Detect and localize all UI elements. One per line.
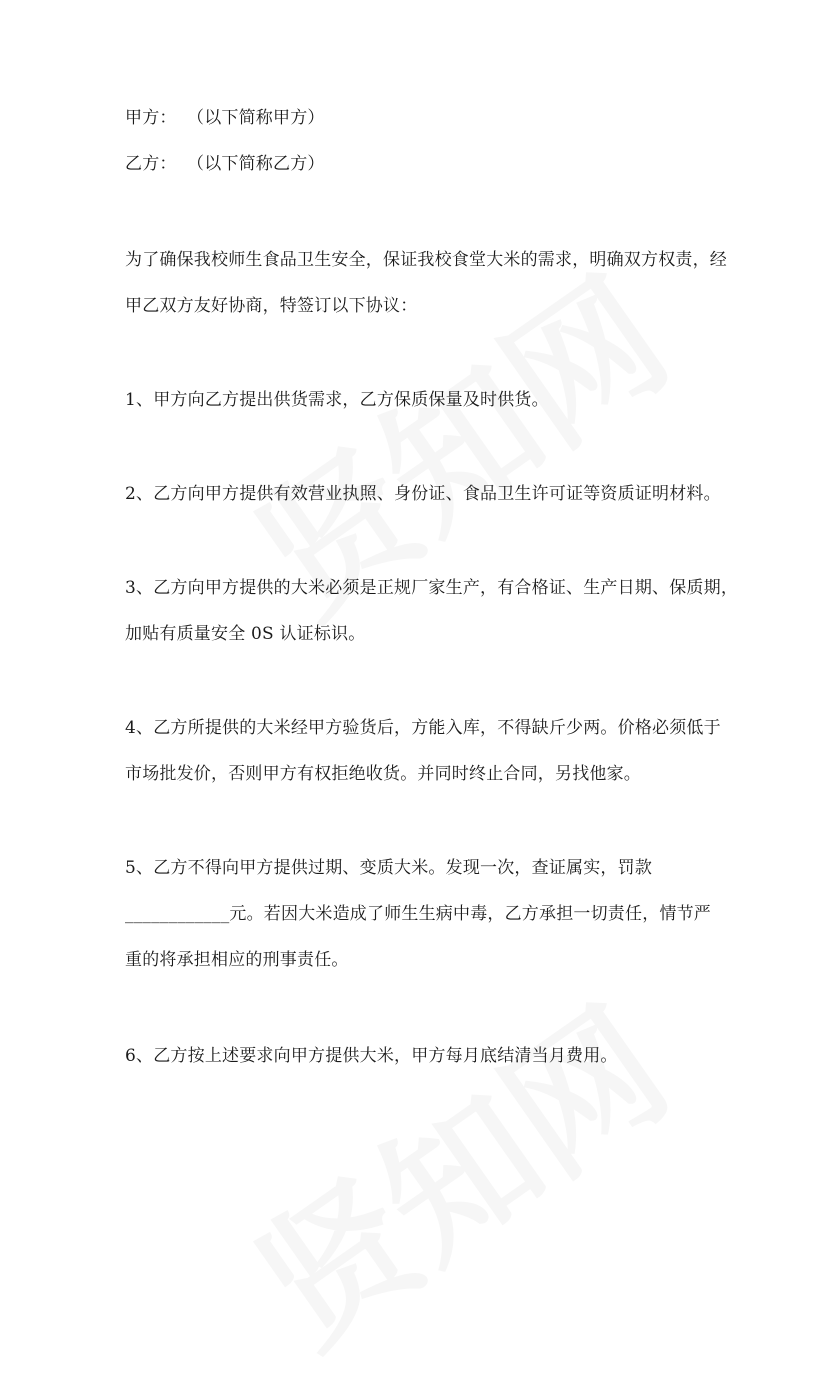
clause-3-line: 3、乙方向甲方提供的大米必须是正规厂家生产，有合格证、生产日期、保质期， bbox=[125, 578, 739, 598]
party-b-note: （以下简称乙方） bbox=[187, 154, 325, 174]
clause-3-line: 加贴有质量安全 0S 认证标识。 bbox=[125, 624, 366, 644]
intro-line: 甲乙双方友好协商，特签订以下协议： bbox=[125, 296, 418, 316]
party-b-line bbox=[125, 152, 325, 176]
clause-6-line: 6、乙方按上述要求向甲方提供大米，甲方每月底结清当月费用。 bbox=[125, 1046, 618, 1066]
party-b-label: 乙方： bbox=[125, 154, 177, 174]
clause-2-line: 2、乙方向甲方提供有效营业执照、身份证、食品卫生许可证等资质证明材料。 bbox=[125, 484, 721, 504]
watermark bbox=[209, 950, 702, 1385]
party-a-label: 甲方： bbox=[125, 108, 177, 128]
clause-4-line: 市场批发价，否则甲方有权拒绝收货。并同时终止合同，另找他家。 bbox=[125, 764, 641, 784]
party-a-note: （以下简称甲方） bbox=[187, 108, 325, 128]
clause-5-line: 5、乙方不得向甲方提供过期、变质大米。发现一次，查证属实，罚款 bbox=[125, 858, 653, 878]
intro-line: 为了确保我校师生食品卫生安全，保证我校食堂大米的需求，明确双方权责，经 bbox=[125, 250, 727, 270]
clause-1-line: 1、甲方向乙方提出供货需求，乙方保质保量及时供货。 bbox=[125, 390, 549, 410]
clause-5-line: ____________元。若因大米造成了师生生病中毒，乙方承担一切责任，情节严 bbox=[125, 904, 711, 924]
party-a-line bbox=[125, 106, 325, 130]
clause-5-line: 重的将承担相应的刑事责任。 bbox=[125, 950, 349, 970]
clause-4-line: 4、乙方所提供的大米经甲方验货后，方能入库，不得缺斤少两。价格必须低于 bbox=[125, 718, 721, 738]
